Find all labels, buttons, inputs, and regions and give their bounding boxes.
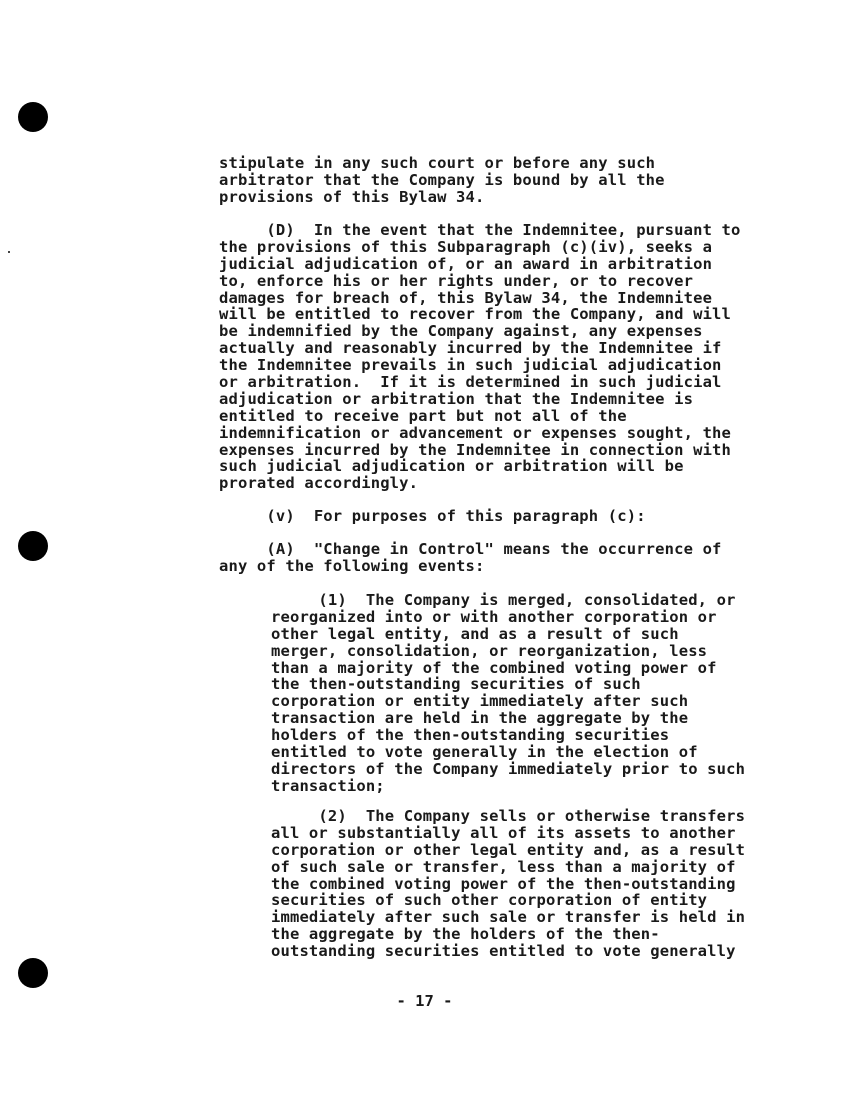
- text-line: stipulate in any such court or before any such: [219, 154, 656, 172]
- text-line: transaction;: [271, 776, 385, 795]
- text-line: provisions of this Bylaw 34.: [219, 187, 485, 206]
- text-line: all or substantially all of its assets to another: [271, 823, 736, 842]
- scan-speck: [8, 251, 10, 253]
- text-line: (D) In the event that the Indemnitee, pursuant to: [219, 221, 741, 239]
- text-line: be indemnified by the Company against, any expenses: [219, 322, 703, 341]
- text-line: damages for breach of, this Bylaw 34, the Indemnitee: [219, 288, 713, 307]
- text-line: judicial adjudication of, or an award in arbitration: [219, 254, 713, 273]
- text-line: of such sale or transfer, less than a majority of: [271, 857, 736, 876]
- text-line: arbitrator that the Company is bound by all the: [219, 170, 665, 189]
- text-line: adjudication or arbitration that the Indemnitee is: [219, 389, 694, 408]
- text-line: such judicial adjudication or arbitration will be: [219, 457, 684, 476]
- text-line: prorated accordingly.: [219, 474, 419, 493]
- text-line: (1) The Company is merged, consolidated, or: [271, 591, 736, 609]
- text-line: other legal entity, and as a result of such: [271, 624, 679, 643]
- text-line: the provisions of this Subparagraph (c)(iv), seeks a: [219, 237, 713, 256]
- paragraph-v: [219, 508, 646, 525]
- text-line: than a majority of the combined voting power of: [271, 658, 717, 677]
- text-line: corporation or other legal entity and, as a result: [271, 840, 746, 859]
- punch-hole-bottom: [18, 958, 48, 988]
- text-line: will be entitled to recover from the Company, and will: [219, 305, 732, 324]
- text-line: any of the following events:: [219, 556, 485, 575]
- text-line: (2) The Company sells or otherwise transfers: [271, 807, 746, 825]
- text-line: (v) For purposes of this paragraph (c):: [219, 507, 646, 525]
- text-line: transaction are held in the aggregate by the: [271, 709, 689, 728]
- text-line: immediately after such sale or transfer is held in: [271, 908, 746, 927]
- text-line: directors of the Company immediately prior to such: [271, 759, 746, 778]
- page-number: - 17 -: [396, 992, 453, 1010]
- punch-hole-top: [18, 102, 48, 132]
- text-line: the aggregate by the holders of the then-: [271, 925, 660, 944]
- text-line: corporation or entity immediately after such: [271, 692, 689, 711]
- paragraph-continuation: [219, 155, 665, 206]
- punch-hole-middle: [18, 531, 48, 561]
- text-line: (A) "Change in Control" means the occurrence of: [219, 540, 722, 558]
- text-line: holders of the then-outstanding securities: [271, 726, 670, 745]
- text-line: the Indemnitee prevails in such judicial adjudication: [219, 356, 722, 375]
- paragraph-1: [271, 592, 745, 795]
- text-line: expenses incurred by the Indemnitee in connection with: [219, 440, 732, 459]
- paragraph-d: [219, 222, 741, 492]
- text-line: the then-outstanding securities of such: [271, 675, 641, 694]
- paragraph-a: [219, 541, 722, 575]
- text-line: indemnification or advancement or expenses sought, the: [219, 423, 732, 442]
- text-line: outstanding securities entitled to vote generally: [271, 942, 736, 961]
- text-line: to, enforce his or her rights under, or to recover: [219, 271, 694, 290]
- text-line: the combined voting power of the then-outstanding: [271, 874, 736, 893]
- text-line: or arbitration. If it is determined in such judicial: [219, 373, 722, 392]
- text-line: securities of such other corporation of entity: [271, 891, 708, 910]
- text-line: entitled to receive part but not all of the: [219, 406, 627, 425]
- text-line: reorganized into or with another corporation or: [271, 607, 717, 626]
- paragraph-2: [271, 808, 745, 960]
- text-line: actually and reasonably incurred by the Indemnitee if: [219, 339, 722, 358]
- text-line: merger, consolidation, or reorganization, less: [271, 641, 708, 660]
- text-line: entitled to vote generally in the election of: [271, 743, 698, 762]
